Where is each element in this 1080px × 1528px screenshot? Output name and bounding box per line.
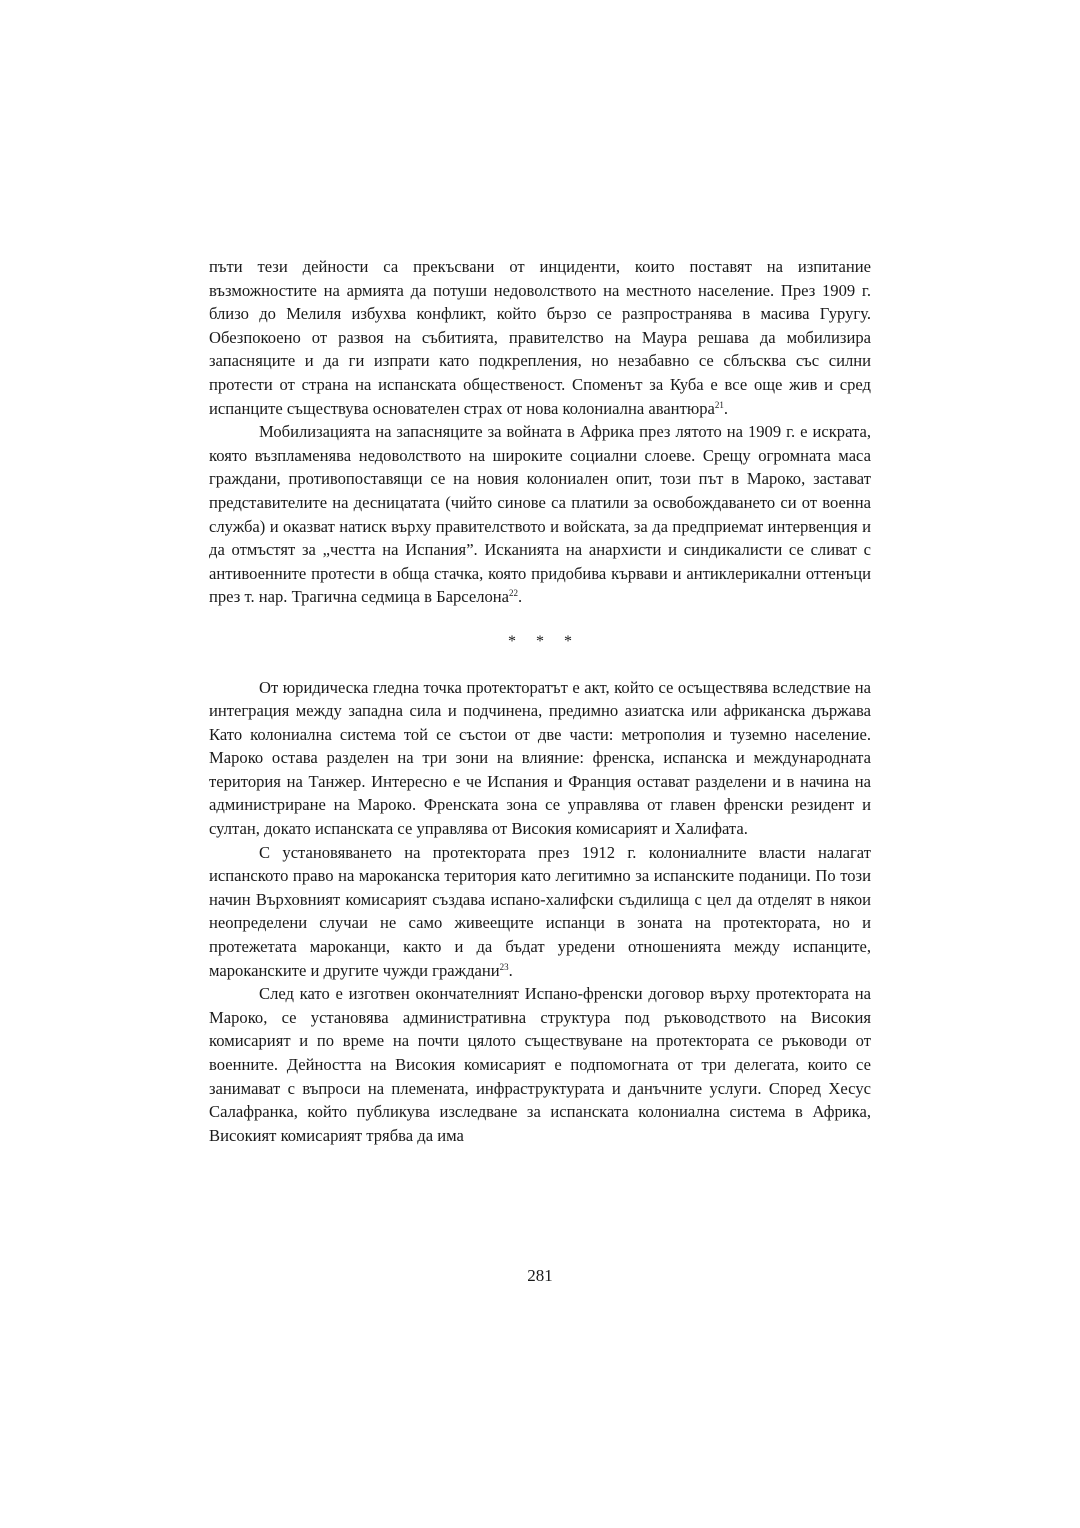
footnote-ref: 21	[714, 399, 724, 410]
page-number: 281	[527, 1266, 553, 1285]
paragraph-tail: .	[508, 960, 513, 980]
paragraph-text: Мобилизацията на запасняците за войната в Африка през лятото на 1909 г. е искрата, която възпламенява недоволството на широките социални слоеве. Срещу огромната маса граждани, противопоставящи се на новия колониален опит, този път в Мароко, застават представителите на десницатата (чийто синове са платили за освобождаването си от военна служба) и оказват натиск върху правителството и войската, за да предприемат интервенция и да отмъстят за „честта на Испания”. Исканията на анархисти и синдикалисти се сливат с антивоенните протести в обща стачка, която придобива кървави и антиклерикални оттенъци през т. нар. Трагична седмица в Барселона	[209, 422, 871, 607]
section-separator: * * *	[508, 632, 580, 650]
paragraph-tail: .	[518, 587, 523, 607]
paragraph-text: пъти тези дейности са прекъсвани от инциденти, които поставят на изпитание възможностите на армията да потуши недоволството на местното население. През 1909 г. близо до Мелиля избухва конфликт, който бързо се разпространява в масива Гуругу. Обезпокоено от развоя на събитията, правителство на Маура решава да мобилизира запасняците и да ги изпрати като подкрепления, но незабавно се сблъсква със силни протести от страна на испанската общественост. Споменът за Куба е все още жив и сред испанците съществува основателен страх от нова колониална авантюра	[209, 257, 871, 418]
paragraph-tail: .	[723, 398, 729, 418]
paragraph-text: С установяването на протектората през 1912 г. колониалните власти налагат испанското право на мароканска територия като легитимно за испанските поданици. По този начин Върховният комисарият създава испано-халифски съдилища с цел да отделят в някои неопределени случаи не само живеещите испанци в зоната на протектората, но и протежетата мароканци, както и да бъдат уредени отношенията между испанците, мароканските и другите чужди граждани	[209, 842, 871, 980]
paragraph	[209, 841, 871, 983]
footnote-ref: 23	[499, 961, 509, 972]
paragraph	[209, 982, 871, 1147]
body-text	[209, 255, 871, 1147]
paragraph	[209, 676, 871, 841]
paragraph-text: След като е изготвен окончателният Испано-френски договор върху протектората на Мароко, се установява административна структура под ръководството на Високия комисарият и по време на почти цялото съществуване на протектората се ръководи от военните. Дейността на Високия комисарият е подпомогната от три делегата, които се занимават с въпроси на племената, инфраструктурата и данъчните услуги. Според Хесус Салафранка, който публикува изследване за испанската колониална система в Африка, Високият комисарият трябва да има	[209, 984, 871, 1145]
paragraph	[209, 420, 871, 609]
paragraph-continuation	[209, 255, 871, 420]
paragraph-text: От юридическа гледна точка протекторатът е акт, който се осъществява вследствие на интеграция между западна сила и подчинена, предимно азиатска или африканска държава Като колониална система той се състои от две части: метрополия и туземно население. Мароко остава разделен на три зони на влияние: френска, испанска и международната територия на Танжер. Интересно е че Испания и Франция остават разделени и в начина на администриране на Мароко. Френската зона се управлява от главен френски резидент и султан, докато испанската се управлява от Високия комисарият и Халифата.	[209, 677, 871, 839]
footnote-ref: 22	[509, 588, 519, 599]
